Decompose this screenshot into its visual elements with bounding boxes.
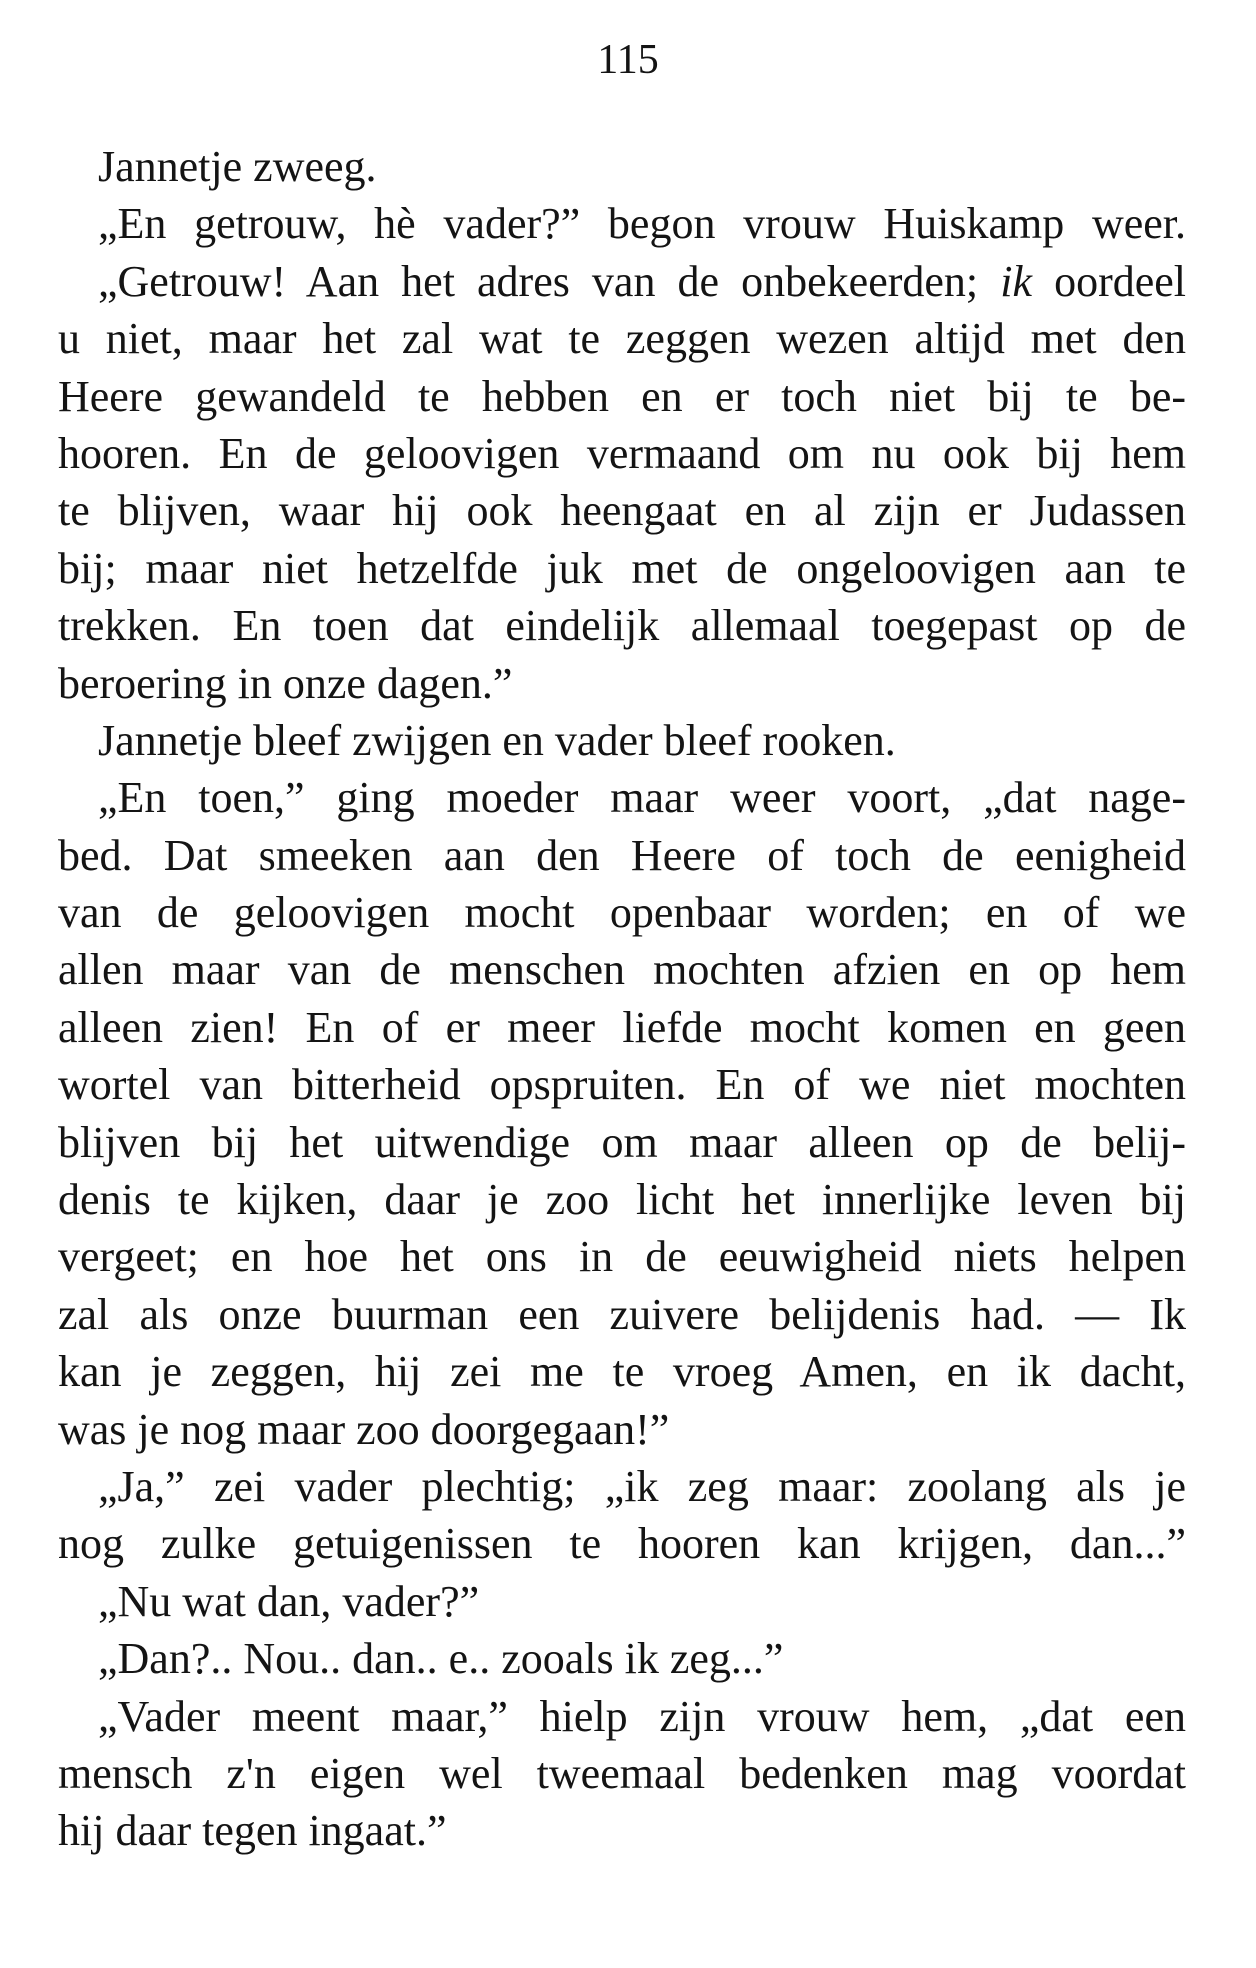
text-line: „Nu wat dan, vader?” <box>98 1576 480 1626</box>
text-line: te blijven, waar hij ook heengaat en al zijn er Judassen <box>58 486 1186 536</box>
text-line: „Dan?.. Nou.. dan.. e.. zooals ik zeg...” <box>98 1634 784 1684</box>
text-line: bij; maar niet hetzelfde juk met de ongeloovigen aan te <box>58 543 1186 593</box>
text-line: hooren. En de geloovigen vermaand om nu ook bij hem <box>58 428 1186 478</box>
text-line: allen maar van de menschen mochten afzien en op hem <box>58 945 1186 995</box>
text-line: Jannetje zweeg. <box>98 142 377 191</box>
text-line: trekken. En toen dat eindelijk allemaal toegepast op de <box>58 601 1186 651</box>
emphasis: ik <box>1000 256 1032 306</box>
text-line: was je nog maar zoo doorgegaan!” <box>58 1404 670 1454</box>
page-number: 115 <box>597 37 659 83</box>
text-line: mensch z'n eigen wel tweemaal bedenken mag voordat <box>58 1748 1186 1798</box>
text-line: wortel van bitterheid opspruiten. En of we niet mochten <box>58 1060 1186 1110</box>
text-line: van de geloovigen mocht openbaar worden; en of we <box>58 888 1186 938</box>
text-line: Heere gewandeld te hebben en er toch niet bij te be- <box>58 371 1186 421</box>
text-line: zal als onze buurman een zuivere belijdenis had. — Ik <box>58 1289 1186 1339</box>
text-line: „Vader meent maar,” hielp zijn vrouw hem, „dat een <box>98 1691 1186 1741</box>
text-line: vergeet; en hoe het ons in de eeuwigheid niets helpen <box>58 1232 1186 1282</box>
text-line: bed. Dat smeeken aan den Heere of toch de eenigheid <box>58 830 1186 880</box>
text-line: Jannetje bleef zwijgen en vader bleef rooken. <box>98 715 896 765</box>
text-line: kan je zeggen, hij zei me te vroeg Amen, en ik dacht, <box>58 1347 1186 1397</box>
text-line: blijven bij het uitwendige om maar alleen op de belij- <box>58 1117 1186 1167</box>
body-text <box>58 138 1186 1860</box>
text-line: beroering in onze dagen.” <box>58 658 513 708</box>
text-line: „En getrouw, hè vader?” begon vrouw Huiskamp weer. <box>98 199 1186 249</box>
text-line: „Ja,” zei vader plechtig; „ik zeg maar: zoolang als je <box>98 1461 1186 1511</box>
text-line: alleen zien! En of er meer liefde mocht komen en geen <box>58 1002 1186 1052</box>
text-line: „Getrouw! Aan het adres van de onbekeerden; ik oordeel <box>98 256 1186 306</box>
text-line: nog zulke getuigenissen te hooren kan krijgen, dan...” <box>58 1519 1186 1569</box>
text-line: „En toen,” ging moeder maar weer voort, „dat nage- <box>98 773 1186 823</box>
text-line: hij daar tegen ingaat.” <box>58 1806 447 1856</box>
text-line: denis te kijken, daar je zoo licht het innerlijke leven bij <box>58 1175 1186 1225</box>
text-line: u niet, maar het zal wat te zeggen wezen altijd met den <box>58 314 1186 364</box>
